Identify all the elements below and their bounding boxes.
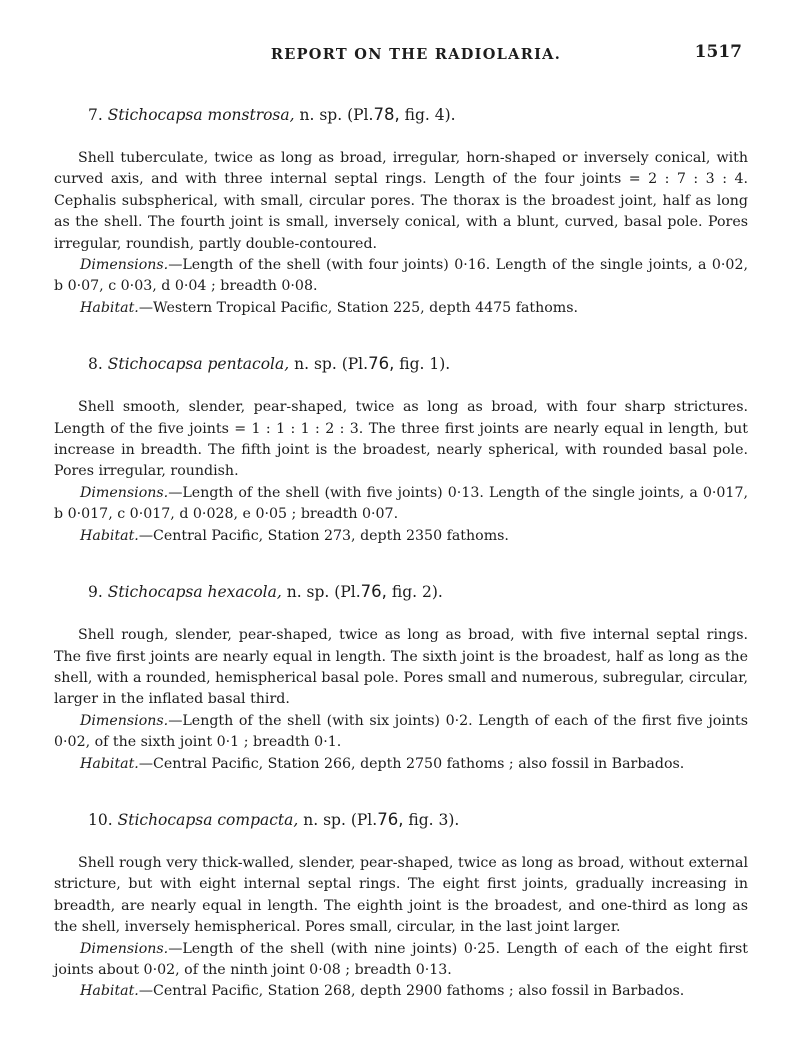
description: Shell rough, slender, pear-shaped, twice as long as broad, with five internal septal rings. The five first joints are nearly equal in length. The sixth joint is the broadest, half as long as the shell, with a rounded, hemispherical basal pole. Pores small and numerous, subregular, circular, larger in the inflated basal third.: [54, 627, 748, 708]
dimensions-text: —Length of the shell (with five joints) 0·13. Length of the single joints, a 0·017, b 0·017, c 0·017, d 0·028, e 0·05 ; breadth 0·07.: [54, 484, 748, 523]
habitat-label: Habitat.: [80, 983, 139, 1000]
dimensions: [54, 483, 748, 526]
figure-ref: fig. 4).: [404, 106, 456, 124]
species-entry-10: [54, 809, 748, 1003]
species-entry-7: [54, 104, 748, 319]
species-entry-8: [54, 353, 748, 547]
entry-heading: [88, 104, 748, 126]
species-status: n. sp.: [294, 355, 337, 374]
figure-ref: fig. 3).: [408, 810, 460, 829]
description: Shell smooth, slender, pear-shaped, twice as long as broad, with four sharp strictures. Length of the five joints = 1 : 1 : 1 : 2 : 3. The three first joints are nearly equal in length, but increase in breadth. The fifth joint is the broadest, nearly spherical, with rounded basal pole. Pores irregular, roundish.: [54, 399, 748, 480]
entry-number: 7.: [88, 106, 103, 124]
species-name: Stichocapsa compacta,: [117, 810, 299, 829]
species-name: Stichocapsa hexacola,: [107, 583, 282, 602]
dimensions-label: Dimensions.: [80, 257, 169, 274]
dimensions: [54, 255, 748, 298]
species-status: n. sp.: [303, 810, 346, 829]
plate-number: 76,: [368, 354, 395, 374]
entry-number: 9.: [88, 583, 103, 602]
description: Shell rough very thick-walled, slender, pear-shaped, twice as long as broad, without external stricture, but with eight internal septal rings. The eight first joints, gradually increasing in breadth, are nearly equal in length. The eighth joint is the broadest, and one-third as long as the shell, inversely hemispherical. Pores small, circular, in the last joint larger.: [54, 854, 748, 936]
habitat: [54, 298, 748, 319]
habitat: [54, 754, 748, 775]
figure-ref: fig. 1).: [399, 355, 451, 374]
entry-number: 8.: [88, 355, 103, 374]
plate-number: 76,: [377, 809, 404, 829]
habitat: [54, 526, 748, 547]
dimensions-text: —Length of the shell (with nine joints) 0·25. Length of each of the eight first joints about 0·02, of the ninth joint 0·08 ; breadth 0·13.: [54, 940, 748, 978]
plate-number: 76,: [360, 582, 387, 602]
entry-number: 10.: [88, 810, 113, 829]
plate-number: 78,: [373, 105, 400, 124]
species-name: Stichocapsa monstrosa,: [107, 106, 295, 124]
dimensions-text: —Length of the shell (with six joints) 0·2. Length of each of the first five joints 0·02, of the sixth joint 0·1 ; breadth 0·1.: [54, 712, 748, 751]
habitat-text: —Central Pacific, Station 266, depth 2750 fathoms ; also fossil in Barbados.: [138, 755, 685, 772]
habitat: [54, 981, 748, 1002]
dimensions: [54, 711, 748, 754]
running-head: [54, 44, 748, 70]
species-name: Stichocapsa pentacola,: [107, 355, 290, 374]
page-number: 1517: [694, 42, 742, 62]
species-entry-9: [54, 581, 748, 775]
dimensions: [54, 939, 748, 982]
plate-prefix: (Pl.: [334, 583, 361, 602]
entry-heading: [88, 353, 748, 375]
dimensions-label: Dimensions.: [80, 484, 169, 501]
habitat-text: —Central Pacific, Station 268, depth 2900 fathoms ; also fossil in Barbados.: [138, 983, 685, 1000]
plate-prefix: (Pl.: [347, 106, 374, 124]
figure-ref: fig. 2).: [391, 583, 443, 602]
species-status: n. sp.: [299, 106, 343, 124]
species-status: n. sp.: [286, 583, 330, 602]
habitat-label: Habitat.: [80, 299, 139, 316]
description: Shell tuberculate, twice as long as broad, irregular, horn-shaped or inversely conical, with curved axis, and with three internal septal rings. Length of the four joints = 2 : 7 : 3 : 4. Cephalis subspherical, with small, circular pores. The thorax is the broadest joint, half as long as the shell. The fourth joint is small, inversely conical, with a blunt, curved, basal pole. Pores irregular, roundish, partly double-contoured.: [54, 150, 748, 252]
dimensions-text: —Length of the shell (with four joints) 0·16. Length of the single joints, a 0·02, b 0·07, c 0·03, d 0·04 ; breadth 0·08.: [54, 257, 748, 295]
dimensions-label: Dimensions.: [80, 712, 169, 729]
plate-prefix: (Pl.: [341, 355, 369, 374]
habitat-text: —Central Pacific, Station 273, depth 2350 fathoms.: [138, 527, 509, 544]
entry-heading: [88, 581, 748, 603]
habitat-text: —Western Tropical Pacific, Station 225, depth 4475 fathoms.: [138, 299, 579, 316]
dimensions-label: Dimensions.: [80, 940, 169, 957]
plate-prefix: (Pl.: [350, 810, 378, 829]
habitat-label: Habitat.: [80, 527, 139, 544]
habitat-label: Habitat.: [80, 755, 139, 772]
entry-heading: [88, 809, 748, 831]
running-title: REPORT ON THE RADIOLARIA.: [270, 46, 562, 63]
